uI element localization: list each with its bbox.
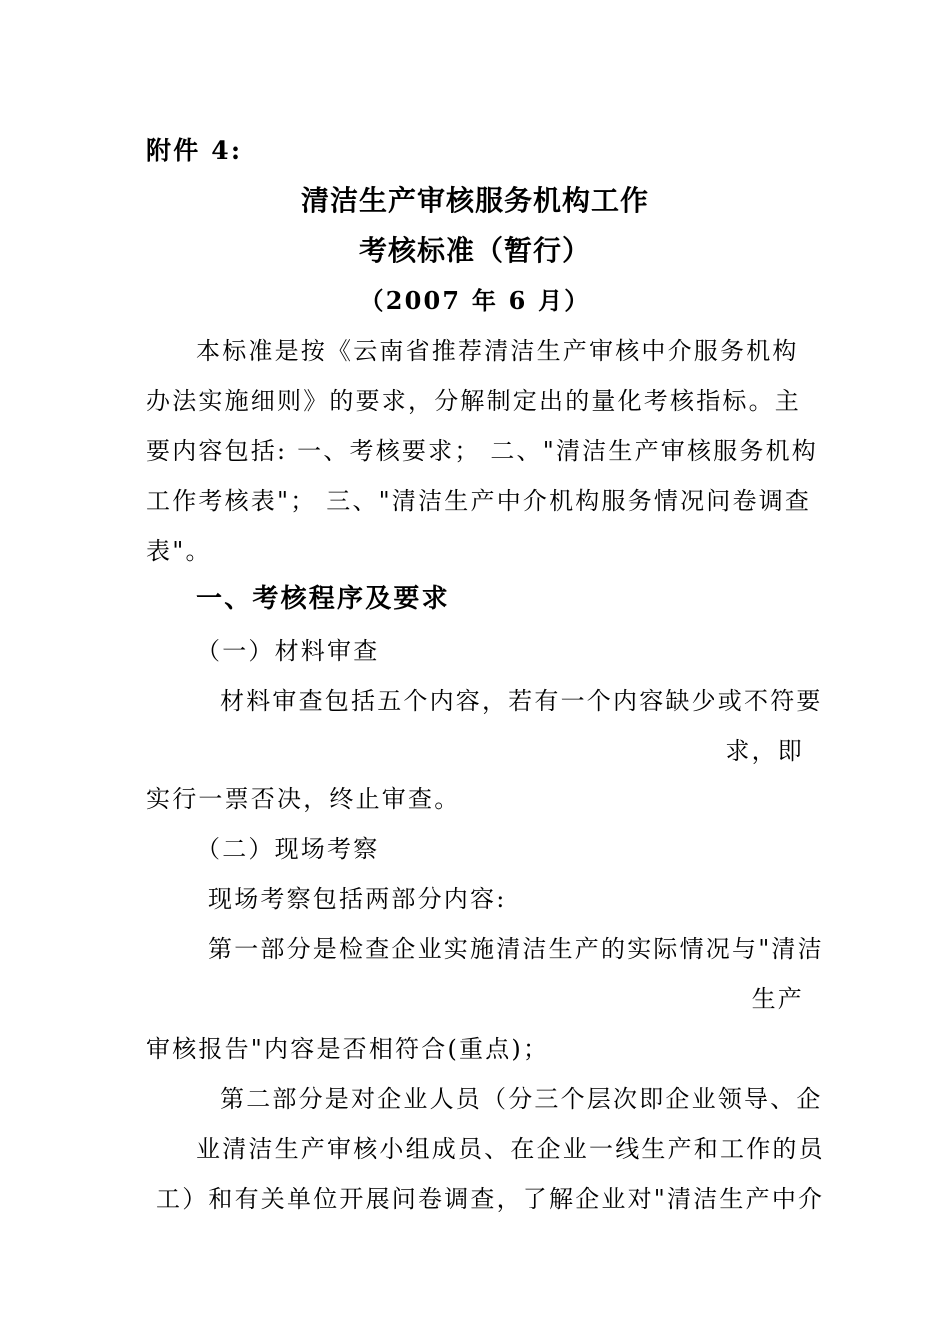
sub2-line-2: 第一部分是检查企业实施清洁生产的实际情况与"清洁 (208, 935, 824, 963)
sub1-heading: （一）材料审查 (196, 637, 380, 665)
sub2-line-4: 审核报告"内容是否相符合(重点)； (146, 1035, 550, 1063)
sub2-line-6: 业清洁生产审核小组成员、在企业一线生产和工作的员 (196, 1135, 825, 1163)
document-title-line1: 清洁生产审核服务机构工作 (300, 184, 649, 217)
sub2-line-7: 工）和有关单位开展问卷调查，了解企业对"清洁生产中介 (156, 1185, 825, 1213)
sub2-line-3: 生产 (751, 985, 804, 1013)
intro-line-1: 本标准是按《云南省推荐清洁生产审核中介服务机构 (196, 337, 799, 365)
sub2-heading: （二）现场考察 (196, 835, 380, 863)
document-date: （2007 年 6 月） (359, 286, 591, 315)
intro-line-4: 工作考核表"； 三、"清洁生产中介机构服务情况问卷调查 (146, 487, 812, 515)
intro-line-2: 办法实施细则》的要求，分解制定出的量化考核指标。主 (146, 387, 801, 415)
sub2-line-5: 第二部分是对企业人员（分三个层次即企业领导、企 (220, 1085, 823, 1113)
intro-line-5: 表"。 (146, 537, 212, 565)
sub2-line-1: 现场考察包括两部分内容: (208, 885, 507, 913)
sub1-line-3: 实行一票否决，终止审查。 (146, 785, 461, 813)
sub1-line-2: 求，即 (725, 737, 804, 765)
section1-heading: 一、考核程序及要求 (196, 584, 450, 614)
intro-line-3: 要内容包括: 一、考核要求； 二、"清洁生产审核服务机构 (146, 437, 818, 465)
sub1-line-1: 材料审查包括五个内容，若有一个内容缺少或不符要 (220, 687, 823, 715)
attachment-label: 附件 4: (146, 136, 243, 165)
document-title-line2: 考核标准（暂行） (358, 234, 591, 267)
